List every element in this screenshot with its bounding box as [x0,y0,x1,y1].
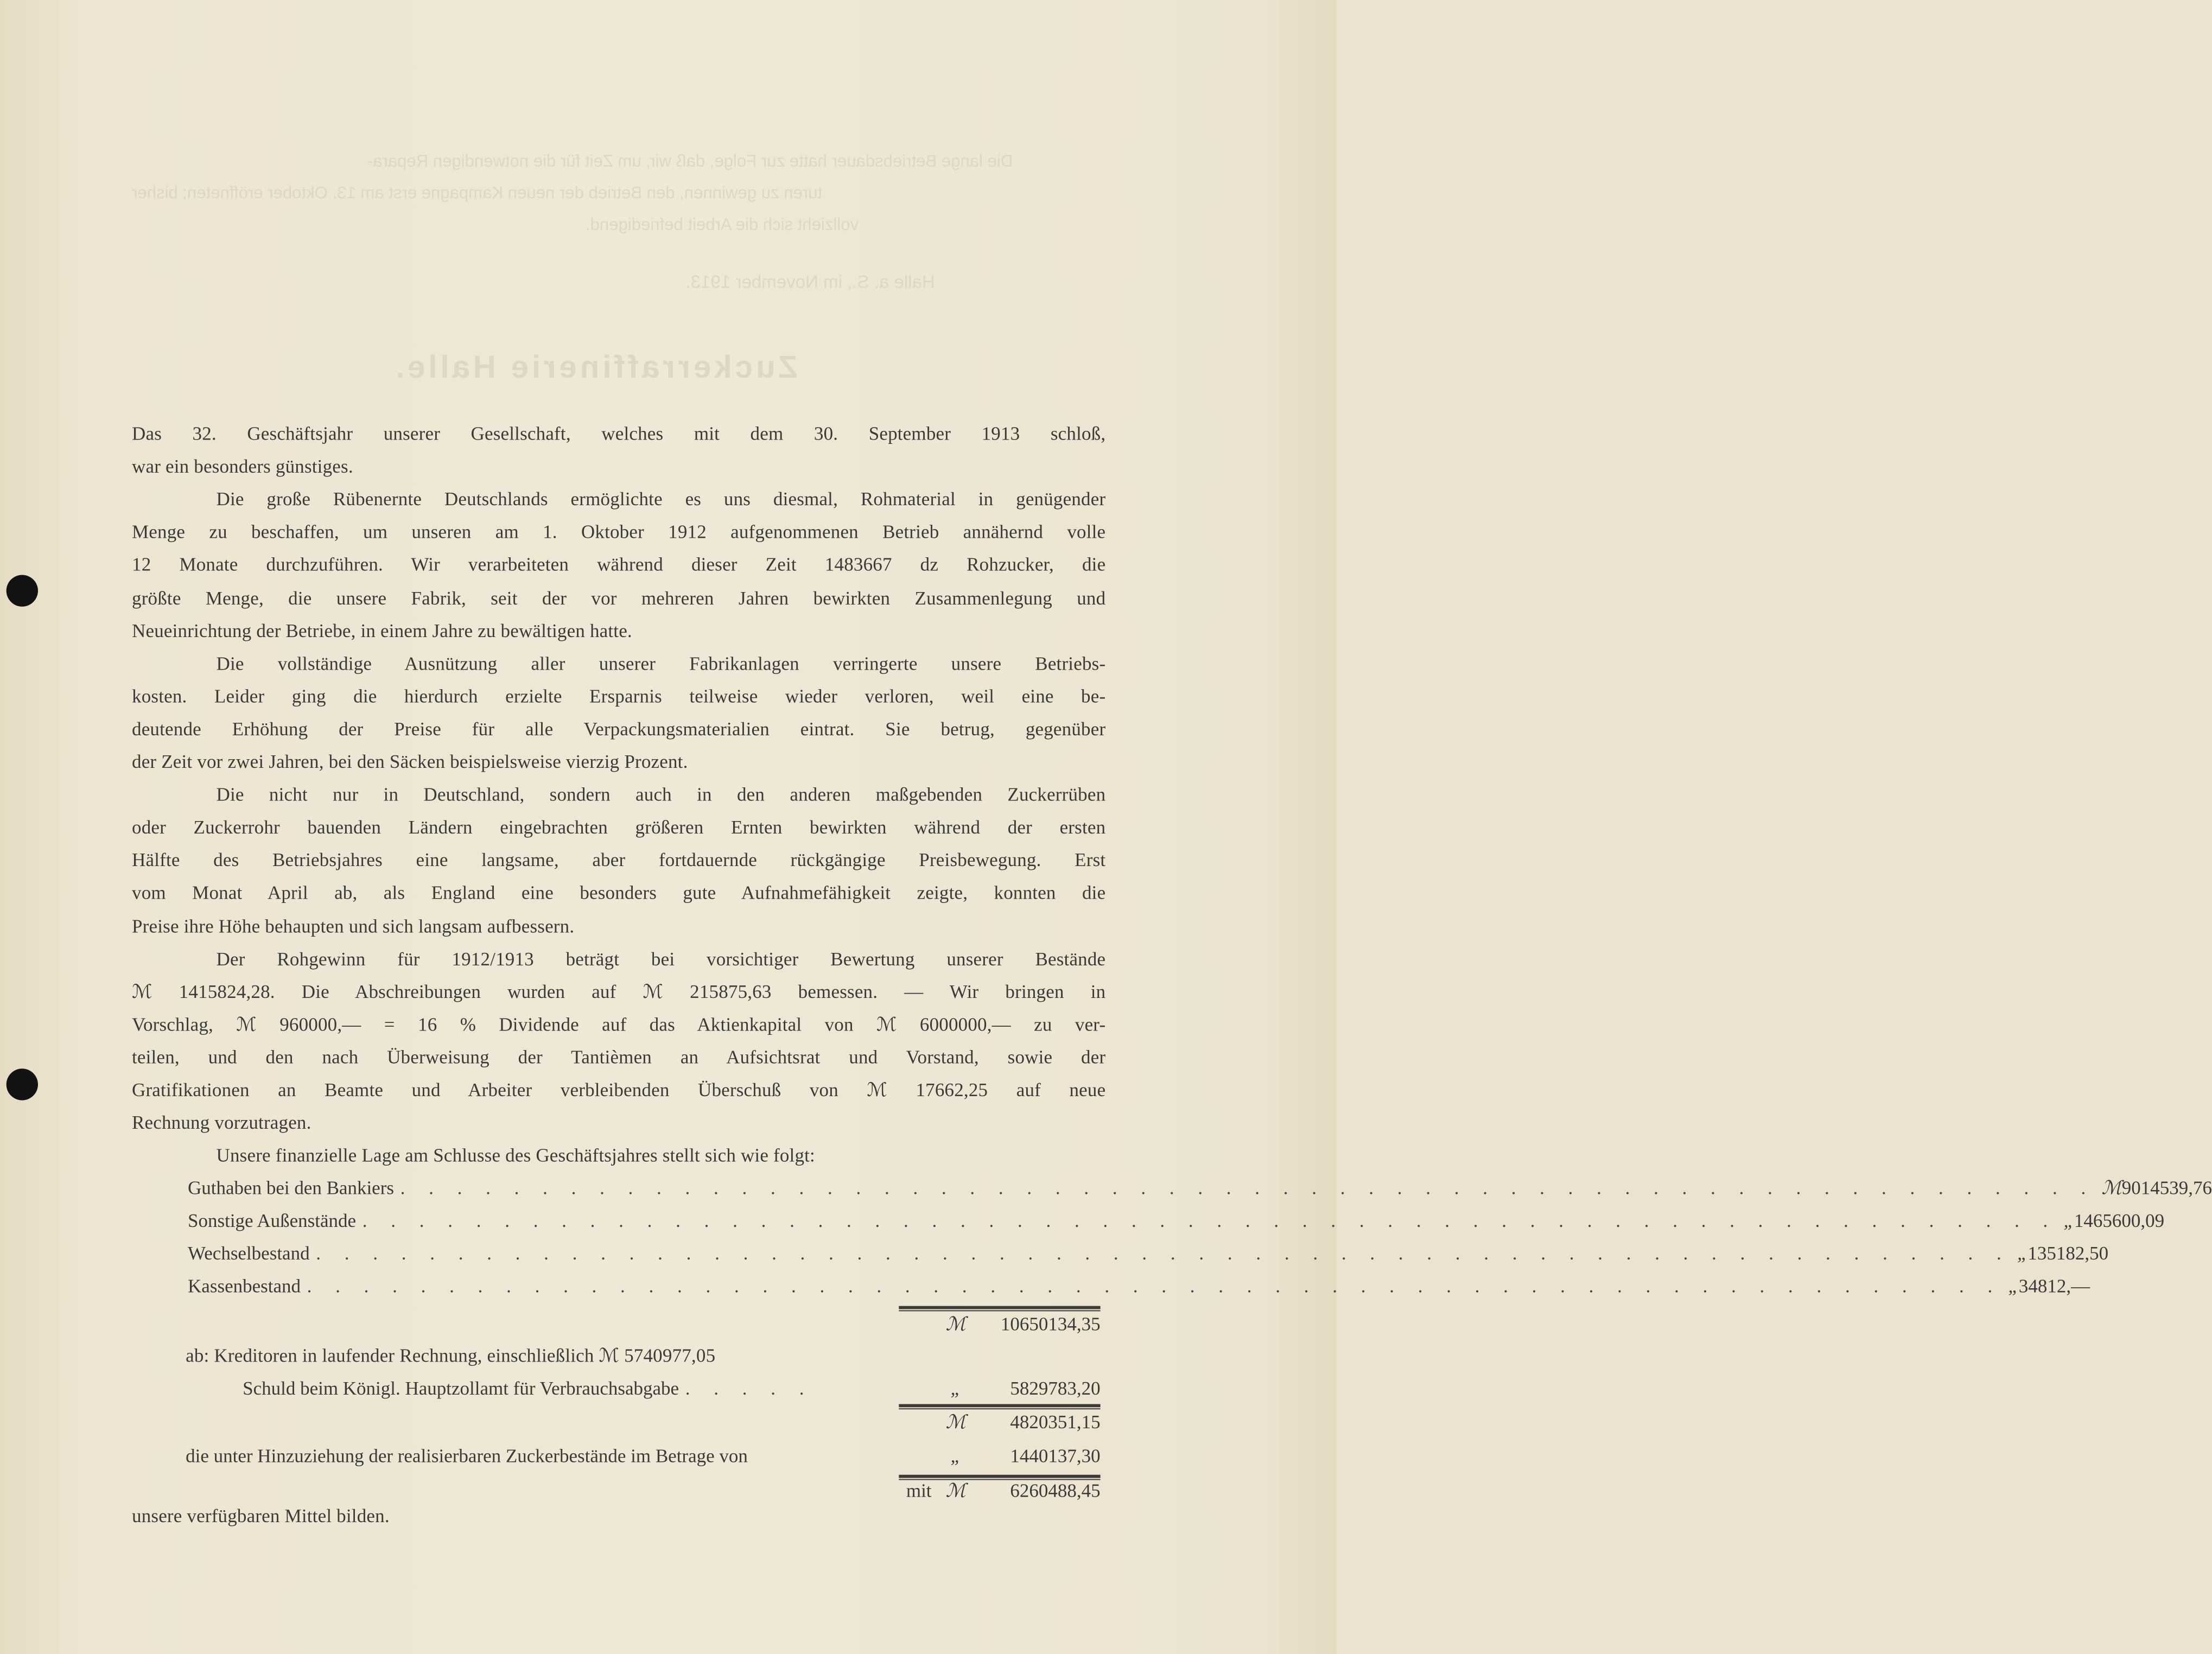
amount: 10650134,35 [1000,1313,1101,1335]
text-line: vom Monat April ab, als England eine besonders gute Aufnahmefähigkeit zeigte, konnten die [132,882,1106,904]
dot-leader: . . . . . . . . . . . . . . . . . . . . . . . . . . . . . . . . . . . . . . . . . . . . . . . . . . . . . . . . . . . . [400,1177,2095,1199]
currency-sign: „ [2017,1243,2028,1264]
net-row [899,1411,1100,1434]
sum-rule [899,1475,1100,1480]
asset-row [188,1275,2090,1297]
dot-leader: . . . . . . . . . . . . . . . . . . . . . . . . . . . . . . . . . . . . . . . . . . . . . . . . . . . . . . . . . . . . [307,1275,2002,1297]
text-line: Die vollständige Ausnützung aller unserer Fabrikanlagen verringerte unsere Betriebs- [216,652,1106,674]
currency-sign: „ [2063,1210,2074,1231]
row-label: Sonstige Außenstände [188,1210,357,1231]
text-line: kosten. Leider ging die hierdurch erzielte Ersparnis teilweise wieder verloren, weil eine be- [132,685,1106,707]
currency-sign: ℳ [945,1411,966,1433]
punch-hole [7,575,38,606]
currency-sign: ℳ [2101,1177,2122,1199]
asset-row [188,1243,2109,1265]
assets-total-row [899,1313,1100,1335]
text-line: Hälfte des Betriebsjahres eine langsame, aber fortdauernde rückgängige Preisbewegung. Erst [132,849,1106,871]
text-line: Unsere finanzielle Lage am Schlusse des Geschäftsjahres stellt sich wie folgt: [216,1144,815,1166]
row-label: Schuld beim Königl. Hauptzollamt für Verbrauchsabgabe [243,1377,679,1399]
text-line: oder Zuckerrohr bauenden Ländern eingebrachten größeren Ernten bewirkten während der ersten [132,817,1106,838]
amount: 6260488,45 [1010,1480,1101,1502]
amount: 5829783,20 [1010,1377,1101,1399]
asset-row [188,1177,2212,1200]
text-line: ℳ 1415824,28. Die Abschreibungen wurden auf ℳ 215875,63 bemessen. — Wir bringen in [132,981,1106,1002]
row-label: Guthaben bei den Bankiers [188,1177,394,1199]
row-label: die unter Hinzuziehung der realisierbaren Zuckerbestände im Betrage von [186,1445,748,1467]
liabilities-row [243,1378,1100,1400]
currency-sign: „ [2008,1275,2019,1297]
dot-leader: . . . . . . . . . . . . . . . . . . . . . . . . . . . . . . . . . . . . . . . . . . . . . . . . . . . . . . . . . . . . [362,1210,2057,1231]
text-line: Die große Rübenernte Deutschlands ermöglichte es uns diesmal, Rohmaterial in genügender [216,488,1106,510]
text-line: 12 Monate durchzuführen. Wir verarbeiteten während dieser Zeit 1483667 dz Rohzucker, die [132,554,1106,576]
punch-hole [7,1068,38,1100]
show-through-text: Die lange Betriebsdauer hatte zur Folge, daß wir, um Zeit für die notwendigen Repara- [367,152,1013,171]
amount: 34812,— [2018,1275,2090,1297]
amount: 135182,50 [2027,1243,2109,1264]
final-row [823,1480,1100,1502]
currency-sign: „ [950,1377,961,1399]
text-line: der Zeit vor zwei Jahren, bei den Säcken beispielsweise vierzig Prozent. [132,751,688,773]
text-line: Rechnung vorzutragen. [132,1112,312,1134]
dot-leader: . . . . . [685,1377,813,1399]
show-through-title: Zuckerraffinerie Halle. [392,350,798,385]
currency-sign: ℳ [945,1480,966,1502]
text-line: Der Rohgewinn für 1912/1913 beträgt bei vorsichtiger Bewertung unserer Bestände [216,947,1106,969]
show-through-text: vollzieht sich die Arbeit befriedigend. [585,216,859,234]
amount: 4820351,15 [1010,1411,1101,1433]
text-line: größte Menge, die unsere Fabrik, seit der vor mehreren Jahren bewirkten Zusammenlegung und [132,587,1106,608]
currency-sign: „ [950,1445,961,1467]
asset-row [188,1210,2165,1232]
liabilities-line: ab: Kreditoren in laufender Rechnung, einschließlich ℳ 5740977,05 [186,1345,716,1366]
text-line: Die nicht nur in Deutschland, sondern auch in den anderen maßgebenden Zuckerrüben [216,784,1106,805]
sum-rule [899,1404,1100,1409]
text-line: Menge zu beschaffen, um unseren am 1. Oktober 1912 aufgenommenen Betrieb annähernd volle [132,521,1106,543]
text-line: deutende Erhöhung der Preise für alle Verpackungsmaterialien eintrat. Sie betrug, gegenüber [132,718,1106,740]
closing-line: unsere verfügbaren Mittel bilden. [132,1505,390,1526]
currency-sign: ℳ [945,1313,966,1335]
text-line: Das 32. Geschäftsjahr unserer Gesellschaft, welches mit dem 30. September 1913 schloß, [132,423,1106,444]
amount: 9014539,76 [2121,1177,2212,1199]
amount: 1440137,30 [1010,1445,1101,1467]
row-label: Kassenbestand [188,1275,301,1297]
show-through-text: Halle a. S., im November 1913. [685,272,935,292]
row-prefix: mit [906,1480,932,1502]
row-label: Wechselbestand [188,1243,310,1264]
sum-rule [899,1306,1100,1312]
text-line: war ein besonders günstiges. [132,455,353,477]
text-line: Vorschlag, ℳ 960000,— = 16 % Dividende auf das Aktienkapital von ℳ 6000000,— zu ver- [132,1013,1106,1035]
sugar-row [186,1445,1100,1467]
text-line: teilen, und den nach Überweisung der Tantièmen an Aufsichtsrat und Vorstand, sowie der [132,1046,1106,1068]
show-through-text: turen zu gewinnen, den Betrieb der neuen Kampagne erst am 13. Oktober eröffneten; bisher [132,185,823,203]
text-line: Neueinrichtung der Betriebe, in einem Jahre zu bewältigen hatte. [132,620,632,641]
text-line: Preise ihre Höhe behaupten und sich langsam aufbessern. [132,915,575,937]
amount: 1465600,09 [2074,1210,2165,1231]
dot-leader: . . . . . . . . . . . . . . . . . . . . . . . . . . . . . . . . . . . . . . . . . . . . . . . . . . . . . . . . . . . . [316,1243,2011,1264]
text-line: Gratifikationen an Beamte und Arbeiter verbleibenden Überschuß von ℳ 17662,25 auf neue [132,1079,1106,1100]
